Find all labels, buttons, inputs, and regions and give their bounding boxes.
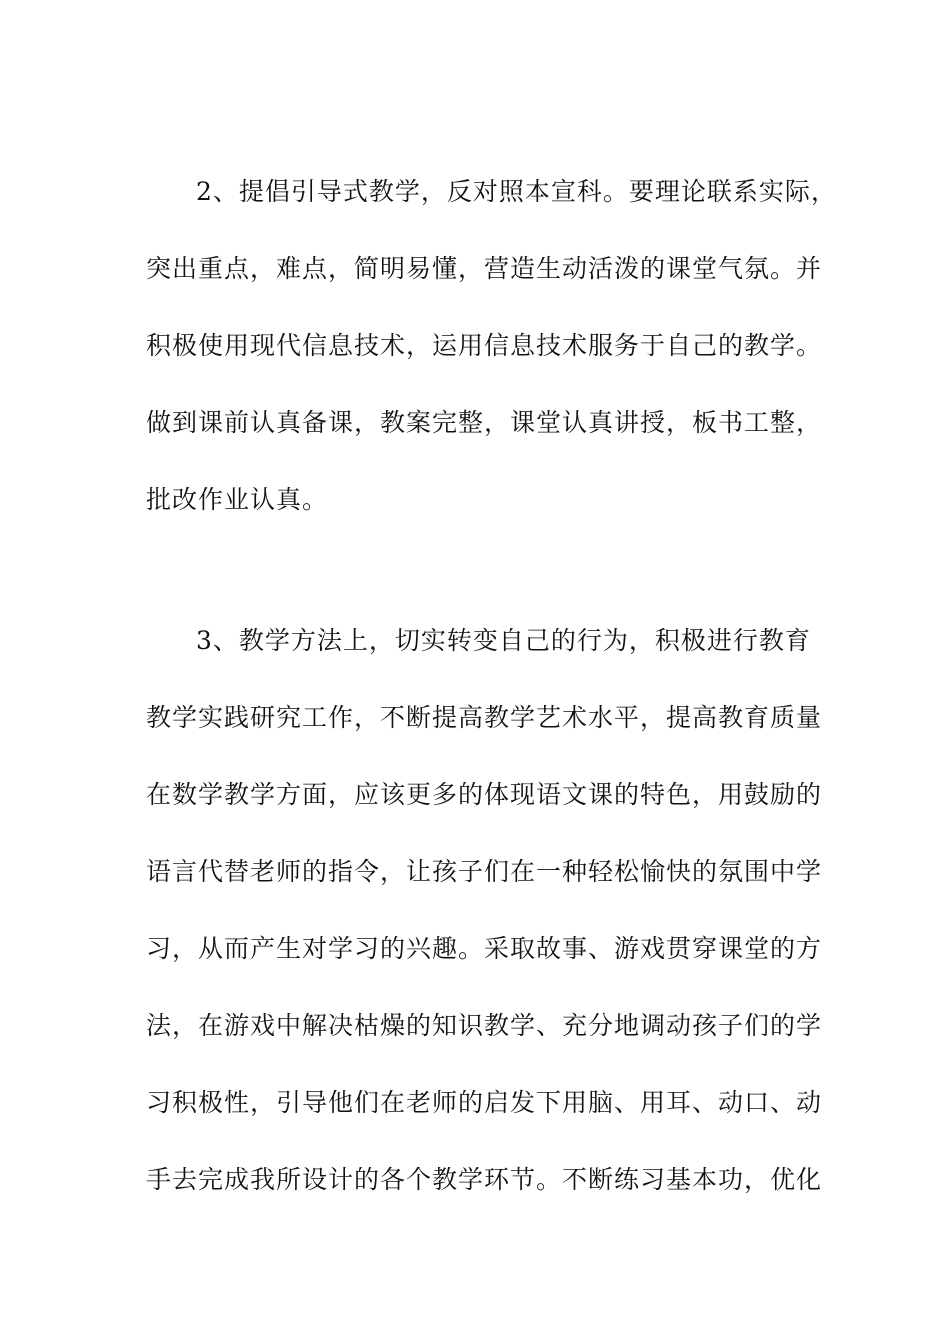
paragraph-line: 习，从而产生对学习的兴趣。采取故事、游戏贯穿课堂的方 bbox=[146, 934, 823, 963]
paragraph-line: 积极使用现代信息技术，运用信息技术服务于自己的教学。 bbox=[146, 331, 823, 360]
paragraph-line: 在数学教学方面，应该更多的体现语文课的特色，用鼓励的 bbox=[146, 780, 823, 809]
paragraph-line: 2、提倡引导式教学，反对照本宣科。要理论联系实际， bbox=[196, 177, 837, 206]
paragraph-line: 法，在游戏中解决枯燥的知识教学、充分地调动孩子们的学 bbox=[146, 1011, 823, 1040]
paragraph-line: 习积极性，引导他们在老师的启发下用脑、用耳、动口、动 bbox=[146, 1088, 823, 1117]
paragraph-line: 语言代替老师的指令，让孩子们在一种轻松愉快的氛围中学 bbox=[146, 857, 823, 886]
paragraph-line: 3、教学方法上，切实转变自己的行为，积极进行教育 bbox=[196, 626, 811, 655]
paragraph-line: 突出重点，难点，简明易懂，营造生动活泼的课堂气氛。并 bbox=[146, 254, 823, 283]
paragraph-line: 教学实践研究工作，不断提高教学艺术水平，提高教育质量 bbox=[146, 703, 823, 732]
paragraph-line: 做到课前认真备课，教案完整，课堂认真讲授，板书工整， bbox=[146, 408, 823, 437]
paragraph-line: 批改作业认真。 bbox=[146, 485, 329, 514]
paragraph-line: 手去完成我所设计的各个教学环节。不断练习基本功，优化 bbox=[146, 1165, 823, 1194]
